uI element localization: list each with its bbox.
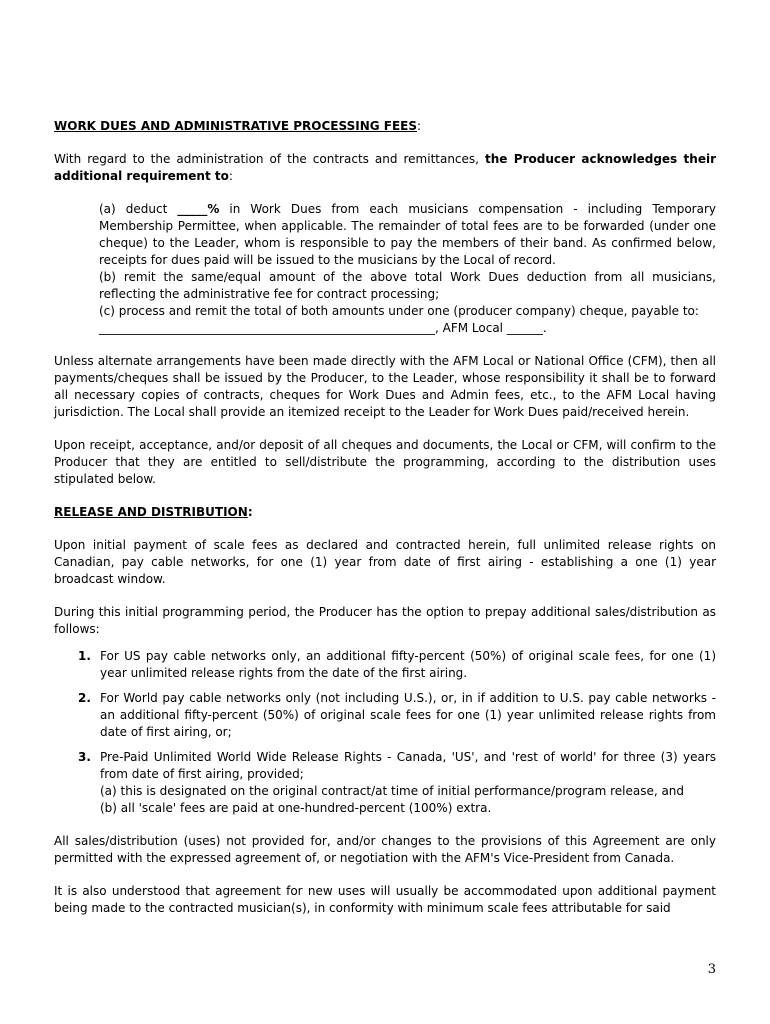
section-heading-release xyxy=(54,504,716,521)
paragraph-unless: Unless alternate arrangements have been made directly with the AFM Local or National Office (CFM), then all payments/cheques shall be issued by the Producer, to the Leader, whose responsibility it shall be to forward all necessary copies of contracts, cheques for Work Dues and Admin fees, etc., to the AFM Local having jurisdiction. The Local shall provide an itemized receipt to the Leader for Work Dues paid/received herein. xyxy=(54,354,716,419)
dues-percent-blank: _____% xyxy=(177,202,220,216)
list-item-number: 1. xyxy=(78,649,91,663)
list-item-number: 3. xyxy=(78,750,91,764)
list-item xyxy=(78,648,716,682)
page-number: 3 xyxy=(707,962,716,977)
requirement-b: (b) remit the same/equal amount of the above total Work Dues deduction from all musicians, reflecting the administrative fee for contract processing; xyxy=(99,270,716,301)
list-item-body xyxy=(100,749,716,817)
list-item-text: For US pay cable networks only, an additional fifty-percent (50%) of original scale fees, for one (1) year unlimited release rights from the date of the first airing. xyxy=(100,649,716,680)
list-item xyxy=(78,690,716,741)
paragraph-initial-payment: Upon initial payment of scale fees as declared and contracted herein, full unlimited release rights on Canadian, pay cable networks, for one (1) year from date of first airing - establishing a one (1) year broadcast window. xyxy=(54,538,716,586)
intro-paragraph xyxy=(54,151,716,185)
intro-text: With regard to the administration of the contracts and remittances, xyxy=(54,152,485,166)
requirement-a xyxy=(99,201,716,269)
intro-suffix: : xyxy=(228,169,233,183)
list-item-text: For World pay cable networks only (not including U.S.), or, in if addition to U.S. pay cable networks - an additional fifty-percent (50%) of original scale fees for one (1) year unlimited release rights from date of first airing, or; xyxy=(100,691,716,739)
paragraph-all-sales: All sales/distribution (uses) not provided for, and/or changes to the provisions of this Agreement are only permitted with the expressed agreement of, or negotiation with the AFM's Vice-President from Canada. xyxy=(54,834,716,865)
requirement-a-text: in Work Dues from each musicians compensation - including Temporary Membership Permittee, when applicable. The remainder of total fees are to be forwarded (under one cheque) to the Leader, whom is responsible to pay the members of their band. As confirmed below, receipts for dues paid will be issued to the musicians by the Local of record. xyxy=(99,202,716,267)
paragraph-new-uses: It is also understood that agreement for new uses will usually be accommodated upon additional payment being made to the contracted musician(s), in conformity with minimum scale fees attributable for said xyxy=(54,884,716,915)
requirement-a-pre: (a) deduct xyxy=(99,202,178,216)
heading-text: WORK DUES AND ADMINISTRATIVE PROCESSING FEES xyxy=(54,119,417,133)
list-item-text: Pre-Paid Unlimited World Wide Release Rights - Canada, 'US', and 'rest of world' for three (3) years from date of first airing, provided; xyxy=(100,750,716,781)
paragraph-during: During this initial programming period, the Producer has the option to prepay additional sales/distribution as follows: xyxy=(54,605,716,636)
heading-text: RELEASE AND DISTRIBUTION xyxy=(54,505,248,519)
paragraph-upon-receipt: Upon receipt, acceptance, and/or deposit of all cheques and documents, the Local or CFM, will confirm to the Producer that they are entitled to sell/distribute the programming, according to the distribution uses stipulated below. xyxy=(54,438,716,486)
document-page xyxy=(54,118,716,933)
heading-suffix: : xyxy=(417,119,422,133)
requirement-c: (c) process and remit the total of both amounts under one (producer company) cheque, payable to: xyxy=(99,304,699,318)
payee-blank-line: ________________________________________________________, AFM Local ______. xyxy=(99,321,547,335)
list-item-sub-a: (a) this is designated on the original contract/at time of initial performance/program release, and xyxy=(100,784,685,798)
requirements-list xyxy=(99,201,716,337)
list-item xyxy=(78,749,716,817)
heading-suffix: : xyxy=(247,505,253,519)
list-item-number: 2. xyxy=(78,691,91,705)
list-item-sub-b: (b) all 'scale' fees are paid at one-hundred-percent (100%) extra. xyxy=(100,801,492,815)
section-heading-work-dues xyxy=(54,118,716,135)
intro-bold-text: the Producer acknowledges their additional requirement to xyxy=(54,152,717,183)
